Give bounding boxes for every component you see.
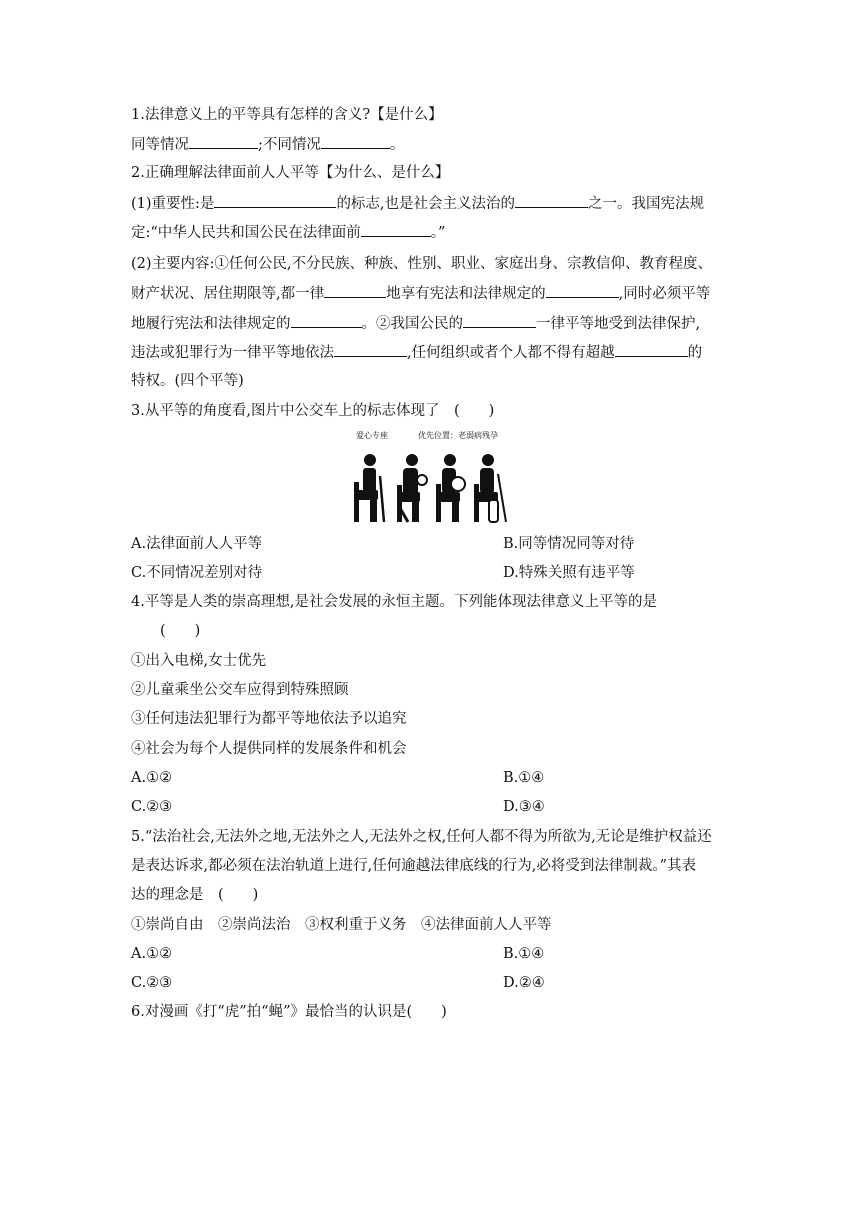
q2-blank-4[interactable]	[324, 283, 386, 298]
q4-statement-3: ③任何违法犯罪行为都平等地依法予以追究	[131, 711, 407, 727]
q2-p2-line1: (2)主要内容:①任何公民,不分民族、种族、性别、职业、家庭出身、宗教信仰、教育程度、	[131, 256, 713, 272]
q2-p2-text-h: ,任何组织或者个人都不得有超越	[407, 345, 615, 361]
q4-option-d[interactable]: D.③④	[503, 799, 545, 815]
q2-p2-line5: 特权。(四个平等)	[131, 373, 244, 389]
q2-blank-1[interactable]	[214, 193, 336, 208]
q5-stem-line3: 达的理念是 ( )	[131, 887, 259, 903]
q2-p1-text-b: 的标志,也是社会主义法治的	[336, 196, 516, 212]
q2-p2-text-b: 地享有宪法和法律规定的	[386, 286, 546, 302]
q2-p1-text-d: 定:“中华人民共和国公民在法律面前	[131, 225, 361, 241]
q2-p2-text-a: 财产状况、居住期限等,都一律	[131, 286, 325, 302]
sign-caption-right: 优先位置：老弱病残孕	[418, 431, 498, 440]
q2-blank-5[interactable]	[546, 283, 619, 298]
sign-caption-left: 爱心专座	[356, 431, 388, 440]
q2-p2-text-d: 地履行宪法和法律规定的	[131, 316, 291, 332]
q2-blank-7[interactable]	[463, 313, 536, 328]
q2-blank-2[interactable]	[515, 193, 588, 208]
q4-option-c[interactable]: C.②③	[131, 799, 173, 815]
q5-options-row-1	[131, 944, 545, 964]
q2-p1-text-e: 。”	[430, 225, 446, 241]
q1-title: 1.法律意义上的平等具有怎样的含义?【是什么】	[131, 107, 443, 123]
q2-p1-line1	[131, 193, 704, 213]
injured-person-icon	[474, 454, 506, 522]
q5-option-c[interactable]: C.②③	[131, 975, 173, 991]
q3-options-row-1	[131, 534, 635, 554]
q1-text-b: ;不同情况	[258, 137, 321, 153]
q1-text-a: 同等情况	[131, 137, 189, 153]
q4-options-row-1	[131, 768, 545, 788]
q2-p2-text-f: 一律平等地受到法律保护,	[536, 316, 701, 332]
q2-p2-line2	[131, 283, 710, 303]
q2-p1-text-a: (1)重要性:是	[131, 196, 215, 212]
q2-p2-text-g: 违法或犯罪行为一律平等地依法	[131, 345, 334, 361]
q4-stem-line2: ( )	[160, 623, 201, 639]
q1-text-c: 。	[389, 137, 405, 153]
q1-blank-2[interactable]	[321, 134, 390, 149]
q4-statement-4: ④社会为每个人提供同样的发展条件和机会	[131, 741, 407, 757]
q1-blank-1[interactable]	[189, 134, 258, 149]
q2-blank-3[interactable]	[361, 222, 431, 237]
q4-option-b[interactable]: B.①④	[503, 770, 545, 786]
q3-option-c[interactable]: C.不同情况差别对待	[131, 565, 263, 581]
q5-option-b[interactable]: B.①④	[503, 946, 545, 962]
priority-seat-sign-image	[350, 430, 510, 526]
q5-stem-line2: 是表达诉求,都必须在法治轨道上进行,任何逾越法律底线的行为,必将受到法律制裁。”其表	[131, 858, 696, 874]
q5-option-d[interactable]: D.②④	[503, 975, 545, 991]
q2-p2-line3	[131, 313, 700, 333]
q2-p1-line2	[131, 222, 445, 242]
q2-blank-8[interactable]	[334, 342, 407, 357]
q5-statements: ①崇尚自由 ②崇尚法治 ③权利重于义务 ④法律面前人人平等	[131, 917, 552, 933]
q5-options-row-2	[131, 973, 545, 993]
q6-stem: 6.对漫画《打“虎”拍“蝇”》最恰当的认识是( )	[131, 1004, 447, 1020]
person-with-child-icon	[397, 454, 427, 522]
q2-p2-line4	[131, 342, 702, 362]
q4-stem-line1: 4.平等是人类的崇高理想,是社会发展的永恒主题。下列能体现法律意义上平等的是	[131, 594, 657, 610]
q3-options-row-2	[131, 563, 635, 583]
q3-option-b[interactable]: B.同等情况同等对待	[503, 536, 635, 552]
elderly-person-icon	[354, 454, 384, 522]
q3-option-d[interactable]: D.特殊关照有违平等	[503, 565, 635, 581]
q2-p1-text-c: 之一。我国宪法规	[588, 196, 705, 212]
q4-statement-2: ②儿童乘坐公交车应得到特殊照顾	[131, 682, 349, 698]
q3-stem: 3.从平等的角度看,图片中公交车上的标志体现了 ( )	[131, 403, 495, 419]
q4-option-a[interactable]: A.①②	[131, 770, 173, 786]
q4-statement-1: ①出入电梯,女士优先	[131, 653, 267, 669]
pregnant-woman-icon	[436, 454, 465, 522]
q2-p2-text-i: 的	[687, 345, 703, 361]
q2-p2-text-c: ,同时必须平等	[618, 286, 711, 302]
q5-stem-line1: 5.“法治社会,无法外之地,无法外之人,无法外之权,任何人都不得为所欲为,无论是维护权益还	[131, 829, 712, 845]
q2-p2-text-e: 。②我国公民的	[361, 316, 463, 332]
q4-options-row-2	[131, 797, 545, 817]
q3-option-a[interactable]: A.法律面前人人平等	[131, 536, 263, 552]
q2-blank-9[interactable]	[615, 342, 688, 357]
q5-option-a[interactable]: A.①②	[131, 946, 173, 962]
q1-answer-line	[131, 134, 404, 154]
q2-title: 2.正确理解法律面前人人平等【为什么、是什么】	[131, 165, 450, 181]
q2-blank-6[interactable]	[291, 313, 362, 328]
priority-seat-pictogram	[350, 430, 510, 526]
